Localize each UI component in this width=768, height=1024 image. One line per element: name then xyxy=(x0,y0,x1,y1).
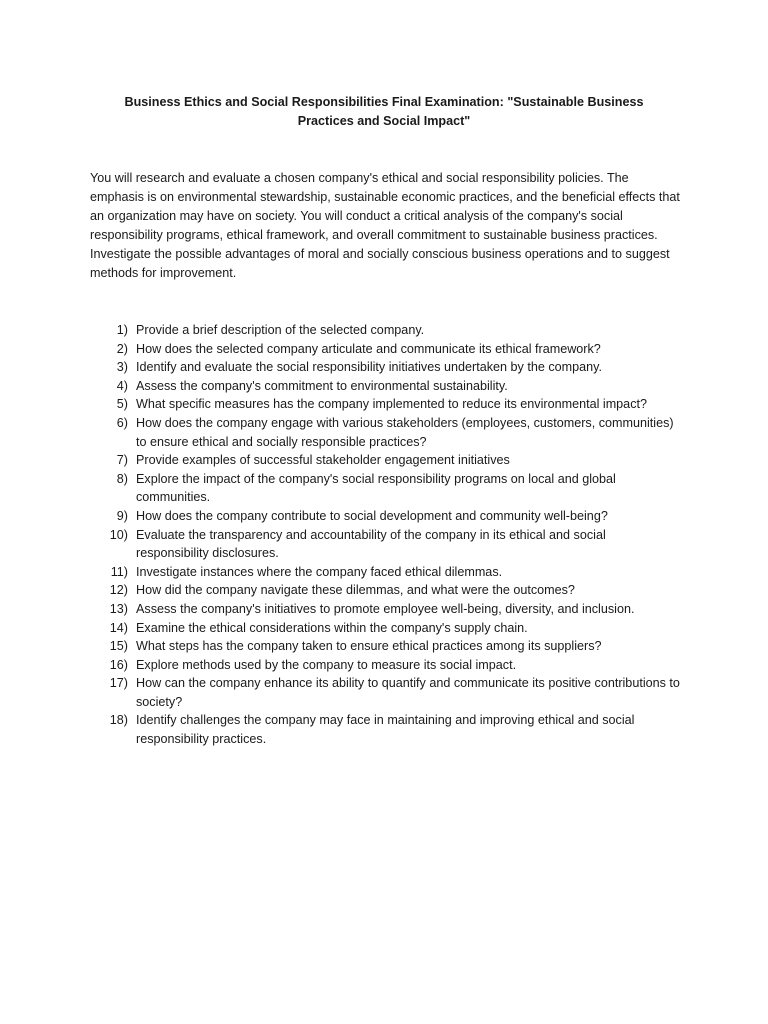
question-text: Assess the company's commitment to environmental sustainability. xyxy=(136,378,508,393)
question-text: Provide a brief description of the selected company. xyxy=(136,323,425,337)
question-number: 13) xyxy=(109,601,128,616)
question-text: Assess the company's initiatives to promote employee well-being, diversity, and inclusion. xyxy=(136,601,635,616)
question-text: Explore methods used by the company to measure its social impact. xyxy=(136,657,517,672)
question-item xyxy=(0,395,681,414)
question-item xyxy=(0,656,681,675)
question-text: Investigate instances where the company faced ethical dilemmas. xyxy=(136,564,503,579)
question-text: Explore the impact of the company's social responsibility programs on local and global communities. xyxy=(136,471,616,505)
question-item xyxy=(0,507,681,526)
question-text: Identify and evaluate the social responsibility initiatives undertaken by the company. xyxy=(136,360,603,375)
question-number: 18) xyxy=(109,713,128,728)
question-item xyxy=(0,563,681,582)
question-text: How does the company contribute to social development and community well-being? xyxy=(136,508,608,523)
question-number: 9) xyxy=(116,508,128,523)
question-text: Identify challenges the company may face in maintaining and improving ethical and social responsibility practices. xyxy=(136,713,635,747)
question-list xyxy=(0,321,768,749)
document-title: Business Ethics and Social Responsibilities Final Examination: "Sustainable Business Practices and Social Impact" xyxy=(124,95,644,128)
question-number: 3) xyxy=(116,360,128,375)
question-item xyxy=(0,377,681,396)
question-item xyxy=(0,711,681,748)
question-number: 8) xyxy=(116,471,128,486)
question-text: How does the selected company articulate and communicate its ethical framework? xyxy=(136,341,601,356)
question-number: 12) xyxy=(109,583,128,598)
question-number: 15) xyxy=(109,639,128,654)
question-item xyxy=(0,321,681,340)
question-number: 7) xyxy=(116,453,128,468)
question-number: 1) xyxy=(116,323,128,337)
question-number: 6) xyxy=(116,415,128,430)
intro-paragraph: You will research and evaluate a chosen company's ethical and social responsibility policies. The emphasis is on environmental stewardship, sustainable economic practices, and the beneficial effects that an organization may have on society. You will conduct a critical analysis of the company's social responsibility programs, ethical framework, and overall commitment to sustainable business practices. Investigate the possible advantages of moral and socially conscious business operations and to suggest methods for improvement. xyxy=(90,171,680,280)
question-number: 5) xyxy=(116,397,128,412)
question-item xyxy=(0,451,681,470)
question-item xyxy=(0,358,681,377)
question-text: How does the company engage with various stakeholders (employees, customers, communities) to ensure ethical and socially responsible practices? xyxy=(136,415,674,449)
question-number: 11) xyxy=(110,564,128,579)
question-text: Examine the ethical considerations within the company's supply chain. xyxy=(136,620,528,635)
question-number: 14) xyxy=(109,620,128,635)
question-text: Provide examples of successful stakeholder engagement initiatives xyxy=(136,453,510,468)
question-number: 10) xyxy=(109,527,128,542)
question-number: 17) xyxy=(109,676,128,691)
question-item xyxy=(0,526,681,563)
question-item xyxy=(0,340,681,359)
question-text: How can the company enhance its ability to quantify and communicate its positive contributions to society? xyxy=(136,676,680,709)
question-number: 4) xyxy=(116,378,128,393)
question-item xyxy=(0,674,681,711)
question-text: What steps has the company taken to ensure ethical practices among its suppliers? xyxy=(136,639,602,654)
question-item xyxy=(0,600,681,619)
question-item xyxy=(0,581,681,600)
question-item xyxy=(0,470,681,507)
question-text: How did the company navigate these dilemmas, and what were the outcomes? xyxy=(136,583,575,598)
question-number: 2) xyxy=(116,341,128,356)
question-text: What specific measures has the company implemented to reduce its environmental impact? xyxy=(136,397,647,412)
question-item xyxy=(0,637,681,656)
question-text: Evaluate the transparency and accountability of the company in its ethical and social responsibility disclosures. xyxy=(136,527,606,561)
question-item xyxy=(0,414,681,451)
question-number: 16) xyxy=(109,657,128,672)
question-item xyxy=(0,619,681,638)
